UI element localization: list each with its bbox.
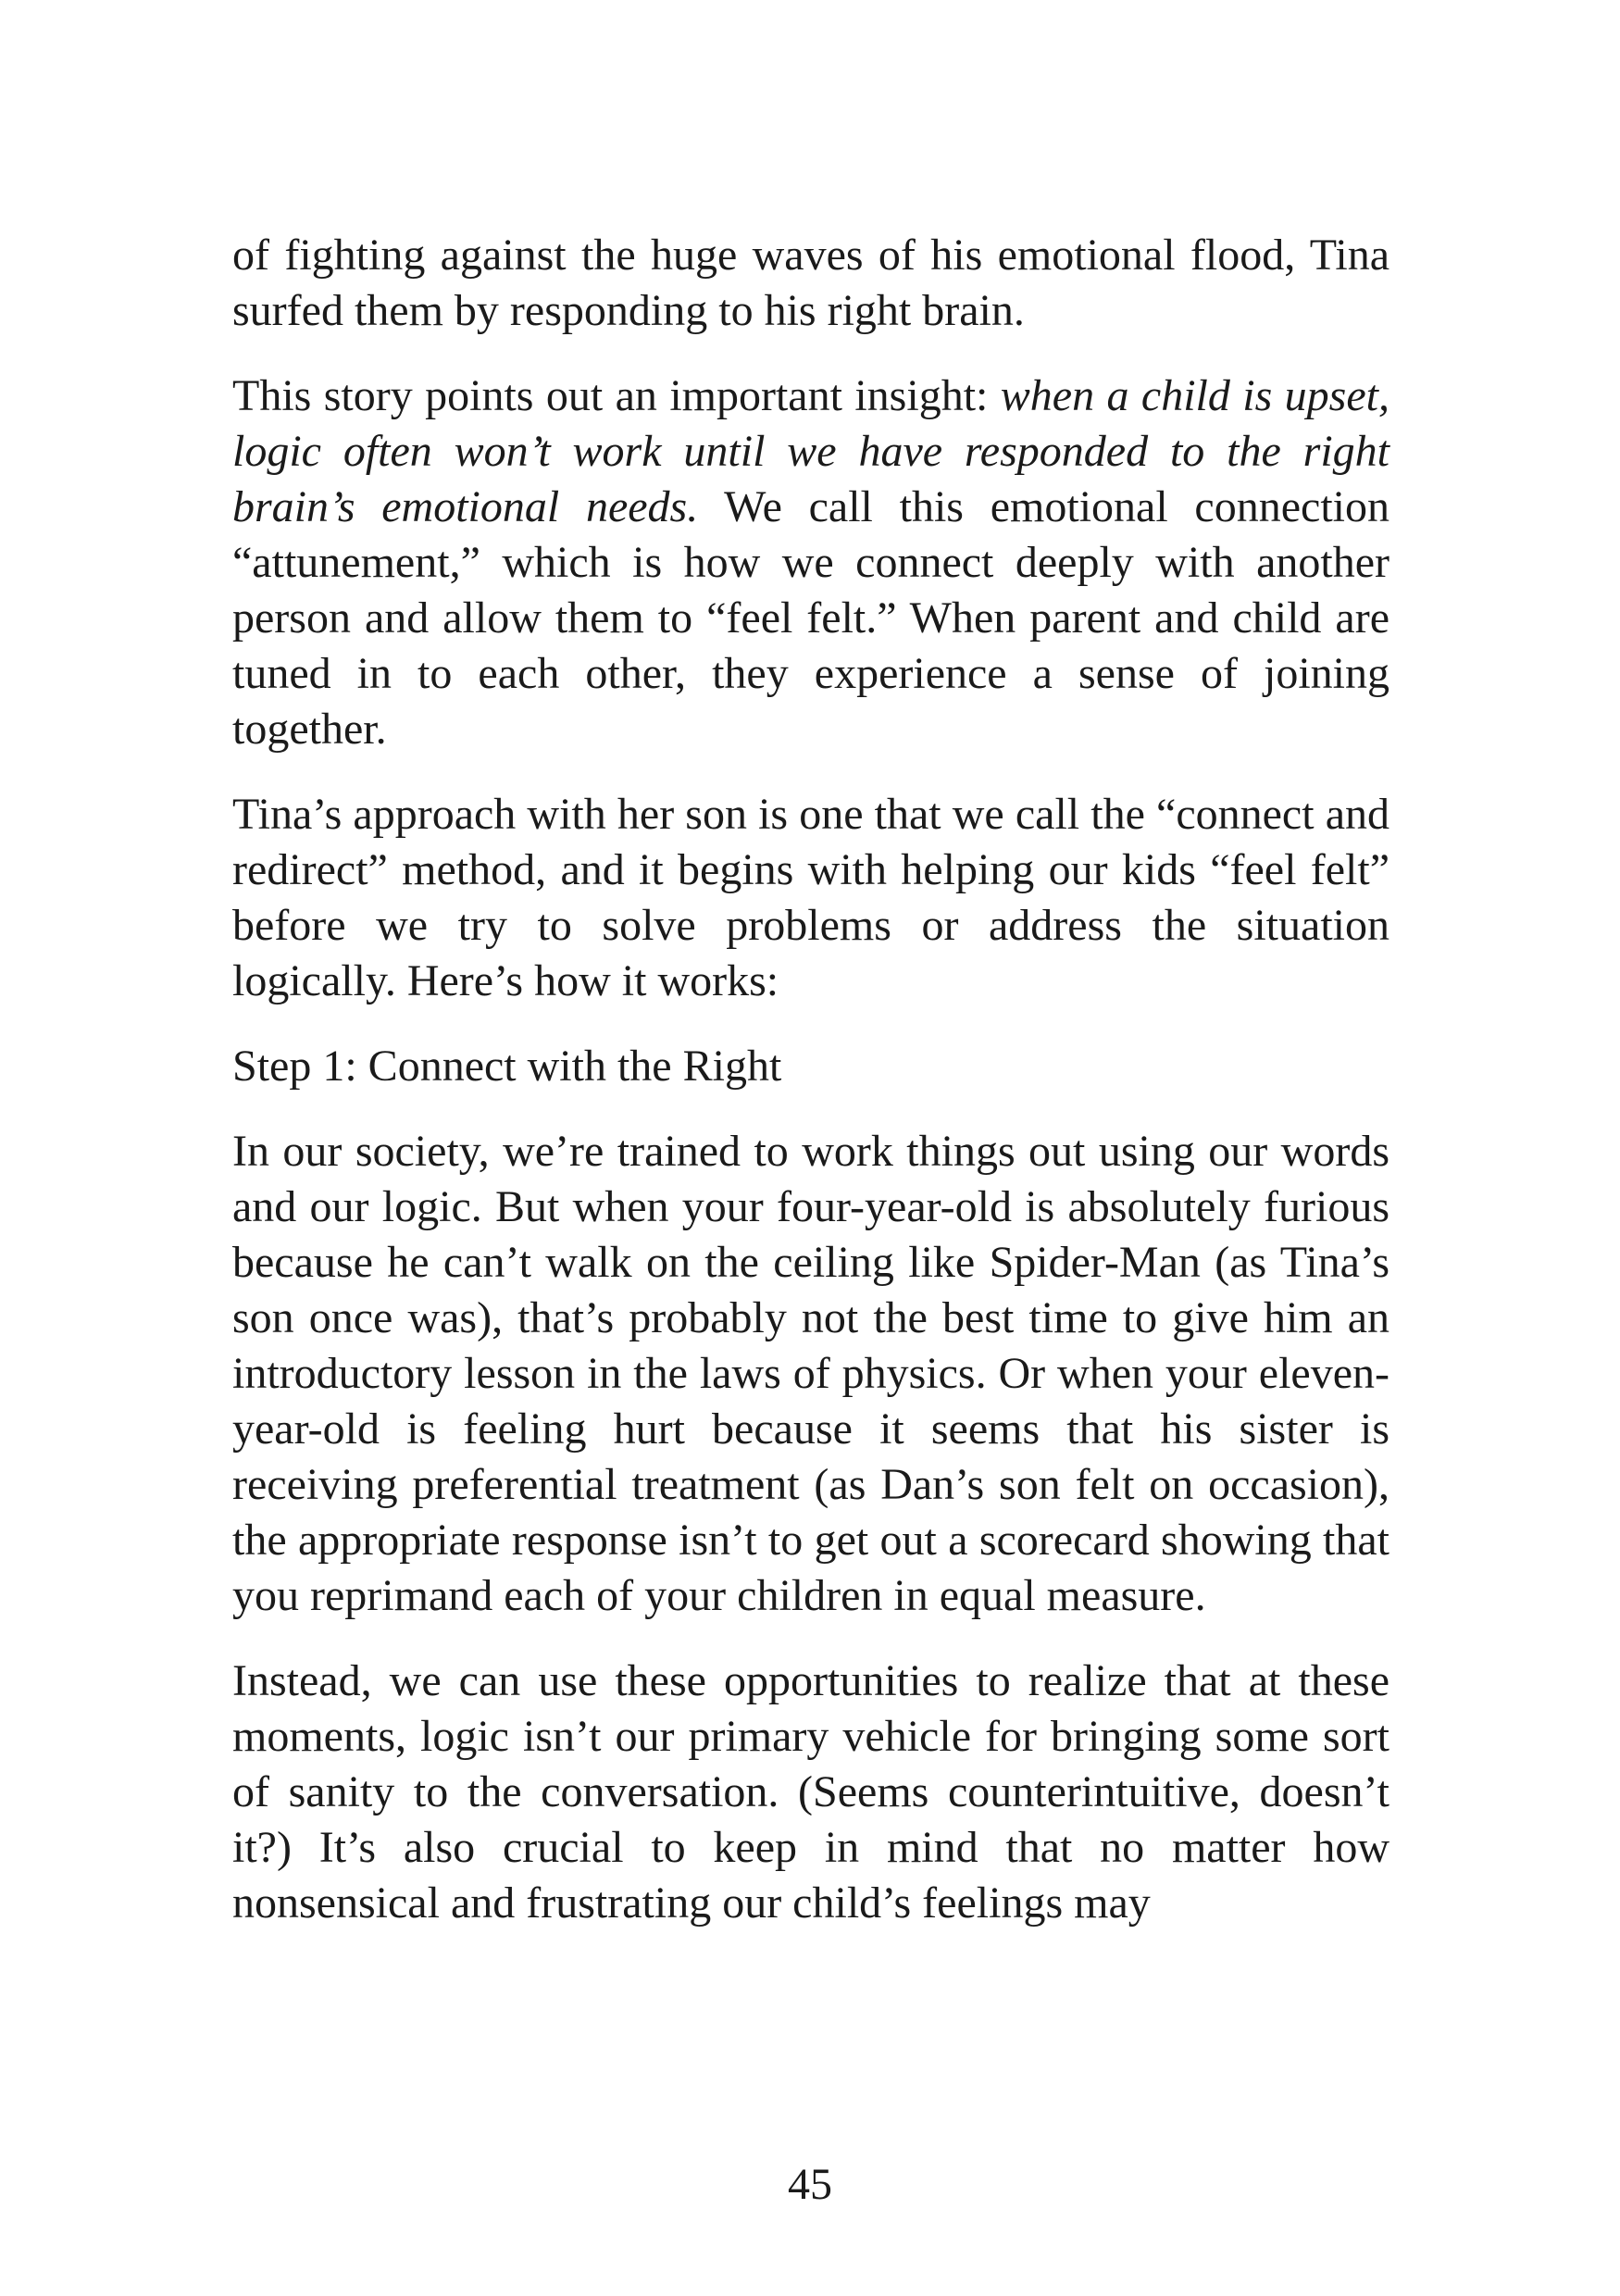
- paragraph-insight: [232, 368, 1389, 757]
- paragraph-society: In our society, we’re trained to work things out using our words and our logic. But when your four-year-old is absolutely furious because he can’t walk on the ceiling like Spider-Man (as Tina’s son once was), that’s probably not the best time to give him an introductory lesson in the laws of physics. Or when your eleven-year-old is feeling hurt because it seems that his sister is receiving preferential treatment (as Dan’s son felt on occasion), the appropriate response isn’t to get out a scorecard showing that you reprimand each of your children in equal measure.: [232, 1127, 1389, 1620]
- step-heading: Step 1: Connect with the Right: [232, 1042, 782, 1091]
- paragraph-instead: Instead, we can use these opportunities to realize that at these moments, logic isn’t our primary vehicle for bringing some sort of sanity to the conversation. (Seems counterintuitive, doesn’t it?) It’s also crucial to keep in mind that no matter how nonsensical and frustrating our child’s feelings may: [232, 1656, 1389, 1928]
- insight-lead: This story points out an important insight:: [232, 371, 1001, 420]
- page-number: 45: [788, 2160, 832, 2209]
- paragraph-connect-redirect: Tina’s approach with her son is one that we call the “connect and redirect” method, and it begins with helping our kids “feel felt” before we try to solve problems or address the situation logically. Here’s how it works:: [232, 790, 1389, 1005]
- paragraph-continuation: of fighting against the huge waves of his emotional flood, Tina surfed them by responding to his right brain.: [232, 231, 1389, 335]
- insight-italic: when a child is upset, logic often won’t work until we have responded to the right brain’s emotional needs.: [232, 371, 1390, 531]
- body-text: [232, 228, 1389, 1961]
- insight-rest: We call this emotional connection “attunement,” which is how we connect deeply with another person and allow them to “feel felt.” When parent and child are tuned in to each other, they experience a sense of joining together.: [232, 482, 1389, 754]
